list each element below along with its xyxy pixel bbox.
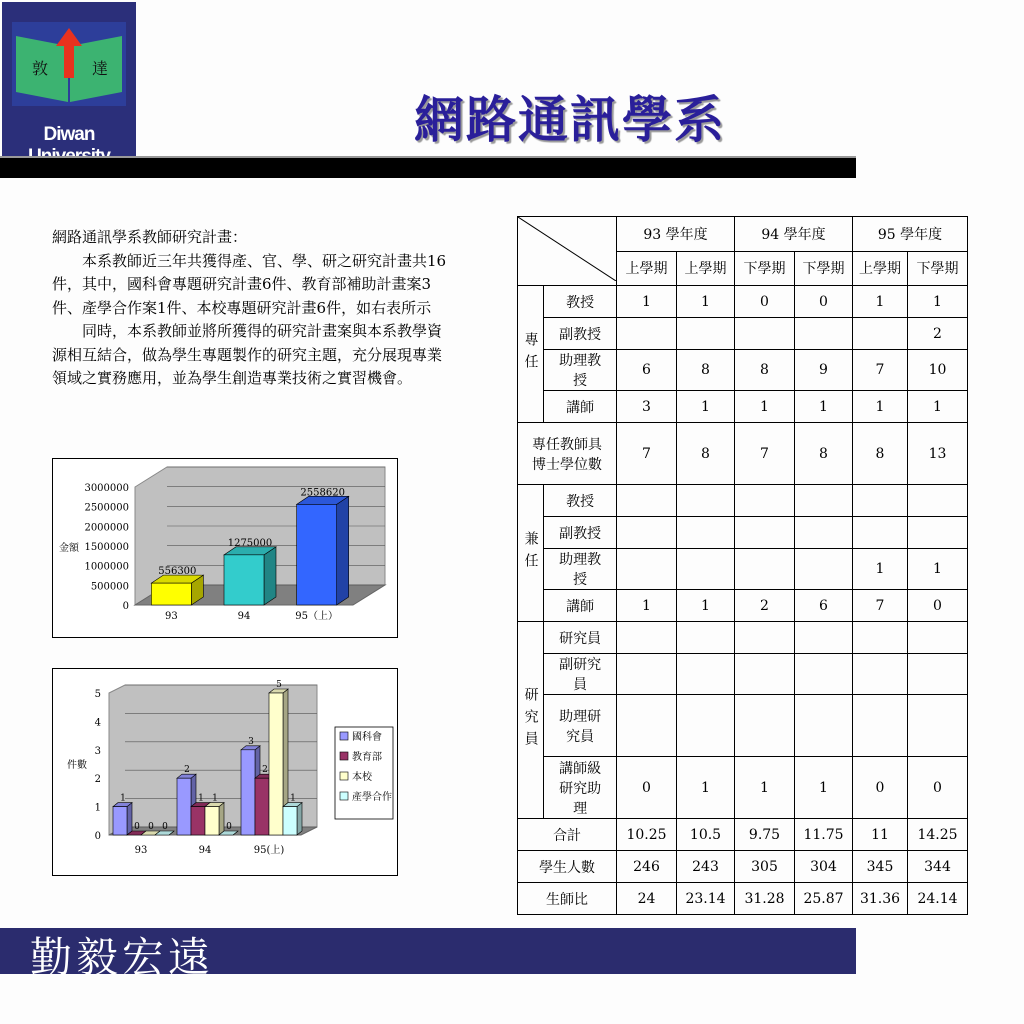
data-cell: 1 [795,757,853,819]
bar-教育部-94 [191,807,205,835]
data-label: 1 [198,793,204,804]
data-cell [908,485,968,517]
data-cell: 1 [853,549,908,590]
table-row [518,757,968,819]
logo-glyph-right: 達 [91,59,109,78]
data-cell [795,654,853,695]
year-header: 94 學年度 [735,217,853,252]
row-label: 專任教師具博士學位數 [518,423,617,485]
data-cell [908,654,968,695]
x-tick-label: 95（上） [295,611,339,622]
data-cell: 243 [677,851,735,883]
data-cell: 13 [908,423,968,485]
data-cell: 1 [853,286,908,318]
data-label: 0 [162,822,168,832]
legend-swatch-本校 [340,772,348,780]
data-cell: 10.5 [677,819,735,851]
motto: 勤毅宏遠 [30,933,215,982]
data-cell: 1 [677,757,735,819]
data-cell [677,549,735,590]
data-cell [677,622,735,654]
funding-chart [52,458,398,638]
bar-教育部-95(上) [255,778,269,835]
y-axis-label: 件數 [67,760,87,771]
data-cell: 24 [617,883,677,915]
data-cell: 6 [617,350,677,391]
row-label: 副教授 [544,517,617,549]
data-cell [853,318,908,350]
table-row [518,423,968,485]
data-cell: 8 [677,350,735,391]
data-cell: 6 [795,590,853,622]
row-label: 講師級研究助理 [544,757,617,819]
data-cell: 0 [908,590,968,622]
data-cell [735,549,795,590]
data-cell [677,654,735,695]
data-cell [617,485,677,517]
header-corner [518,217,617,286]
data-cell [853,485,908,517]
y-tick-label: 0 [94,831,101,842]
x-tick-label: 94 [237,611,251,622]
row-label: 副教授 [544,318,617,350]
table-row [518,695,968,757]
data-cell [735,517,795,549]
row-label: 副研究員 [544,654,617,695]
data-label: 2 [262,765,268,776]
data-cell: 1 [735,391,795,423]
y-tick-label: 4 [94,717,101,729]
data-cell [853,517,908,549]
data-cell: 1 [908,286,968,318]
bar-國科會-95(上) [241,750,255,835]
summary-label: 合計 [518,819,617,851]
data-cell: 31.28 [735,883,795,915]
row-label: 助理研究員 [544,695,617,757]
y-tick-label: 0 [122,601,129,612]
data-cell [617,517,677,549]
x-tick-label: 95(上) [253,845,285,856]
data-cell [735,485,795,517]
data-cell: 2 [735,590,795,622]
data-label: 1 [290,793,296,804]
data-cell: 1 [677,391,735,423]
legend-swatch-產學合作 [340,792,348,800]
legend-swatch-國科會 [340,732,348,740]
data-cell: 0 [795,286,853,318]
y-tick-label: 3 [94,745,101,757]
data-cell [853,622,908,654]
row-label: 講師 [544,590,617,622]
data-label: 0 [226,822,232,832]
data-cell: 1 [677,590,735,622]
data-cell [677,485,735,517]
data-cell: 8 [795,423,853,485]
data-cell [795,485,853,517]
row-label: 助理教授 [544,350,617,391]
term-header: 下學期 [735,251,795,286]
faculty-stats-table [517,216,968,915]
y-tick-label: 2500000 [84,502,129,514]
data-cell: 304 [795,851,853,883]
y-tick-label: 1500000 [84,542,129,553]
data-cell [677,318,735,350]
intro-heading: 網路通訊學系教師研究計畫： [52,228,248,246]
diagonal-line [518,217,616,281]
legend-label: 國科會 [352,732,382,743]
data-cell [908,517,968,549]
summary-label: 學生人數 [518,851,617,883]
bar-本校-94-side [219,803,224,835]
data-cell: 8 [735,350,795,391]
data-cell [908,695,968,757]
data-cell: 8 [853,423,908,485]
data-cell: 24.14 [908,883,968,915]
x-tick-label: 93 [134,845,148,856]
row-label: 助理教授 [544,549,617,590]
data-cell: 1 [735,757,795,819]
data-cell: 305 [735,851,795,883]
legend-swatch-教育部 [340,752,348,760]
data-cell: 10 [908,350,968,391]
row-label: 講師 [544,391,617,423]
y-tick-label: 2000000 [84,522,129,534]
y-tick-label: 1 [94,802,101,814]
term-header: 下學期 [795,251,853,286]
term-header: 上學期 [677,251,735,286]
data-cell: 0 [735,286,795,318]
data-cell [735,622,795,654]
data-cell: 1 [617,286,677,318]
bar-國科會-94 [177,778,191,835]
y-tick-label: 3000000 [84,483,129,494]
y-tick-label: 1000000 [84,561,129,573]
data-cell [735,654,795,695]
bar-產學合作-95(上)-side [297,803,302,835]
bar-國科會-93-side [127,803,132,835]
data-label: 2558620 [300,487,345,499]
data-cell: 7 [617,423,677,485]
data-cell [795,695,853,757]
page-title: 網路通訊學系 [414,90,726,149]
table-row [518,883,968,915]
group-label: 研究員 [518,622,544,819]
project-count-chart-svg [53,669,397,875]
table-row [518,549,968,590]
table-row [518,485,968,517]
term-header: 下學期 [908,251,968,286]
legend-label: 本校 [352,772,372,783]
year-header: 95 學年度 [853,217,968,252]
logo-emblem [12,22,126,106]
data-cell: 1 [908,391,968,423]
data-cell: 11.75 [795,819,853,851]
data-label: 1 [120,793,126,804]
data-label: 1 [212,793,218,804]
data-cell: 8 [677,423,735,485]
group-label: 兼任 [518,485,544,622]
data-cell [853,695,908,757]
bar-本校-95(上) [269,693,283,835]
bar-93 [151,583,191,605]
table-row [518,654,968,695]
table-row [518,590,968,622]
data-cell [677,695,735,757]
x-tick-label: 94 [198,845,212,856]
y-tick-label: 500000 [90,581,129,593]
data-label: 5 [276,680,282,690]
data-cell [908,622,968,654]
data-cell [617,695,677,757]
bar-94 [224,555,264,605]
legend-label: 產學合作 [352,792,392,803]
data-cell [795,549,853,590]
data-cell [617,318,677,350]
table-row [518,391,968,423]
data-cell: 7 [853,350,908,391]
data-cell [617,622,677,654]
data-label: 0 [148,822,154,832]
x-tick-label: 93 [164,611,178,622]
bar-產學合作-95(上) [283,807,297,835]
data-cell: 0 [908,757,968,819]
university-logo [2,2,136,172]
data-cell: 7 [735,423,795,485]
data-cell: 0 [617,757,677,819]
data-cell [735,695,795,757]
table-row [518,350,968,391]
data-cell: 31.36 [853,883,908,915]
data-label: 556300 [158,566,197,578]
bar-95（上）-side [337,496,349,605]
data-label: 3 [248,736,254,747]
term-header: 上學期 [617,251,677,286]
summary-label: 生師比 [518,883,617,915]
data-cell [735,318,795,350]
term-header: 上學期 [853,251,908,286]
logo-university-name: Diwan [43,124,95,145]
year-header: 93 學年度 [617,217,735,252]
project-count-chart [52,668,398,876]
row-label: 教授 [544,286,617,318]
data-cell [677,517,735,549]
data-cell [853,654,908,695]
data-cell: 7 [853,590,908,622]
y-tick-label: 2 [94,774,101,786]
data-cell: 10.25 [617,819,677,851]
intro-paragraph-1: 本系教師近三年共獲得產、官、學、研之研究計畫共16件，其中，國科會專題研究計畫6件、教育部補助計畫案3件、產學合作案1件、本校專題研究計畫6件，如右表所示 [52,251,447,317]
data-label: 2 [184,765,190,776]
data-cell [617,654,677,695]
y-tick-label: 5 [94,689,101,700]
data-cell: 1 [795,391,853,423]
legend-label: 教育部 [352,752,382,763]
table-row [518,318,968,350]
data-label: 1275000 [227,537,273,549]
table-row [518,517,968,549]
data-cell: 25.87 [795,883,853,915]
table-row [518,819,968,851]
group-label: 專任 [518,286,544,423]
intro-paragraph-2: 同時，本系教師並將所獲得的研究計畫案與本系教學資源相互結合，做為學生專題製作的研究主題，充分展現專業領域之實務應用，並為學生創造專業技術之實習機會。 [52,322,443,387]
data-cell: 14.25 [908,819,968,851]
intro-text [52,226,452,391]
data-cell [795,517,853,549]
data-label: 0 [134,822,140,832]
data-cell: 345 [853,851,908,883]
data-cell: 9.75 [735,819,795,851]
data-cell: 23.14 [677,883,735,915]
table-row [518,217,968,252]
row-label: 教授 [544,485,617,517]
data-cell [617,549,677,590]
table-row [518,851,968,883]
table-row [518,286,968,318]
y-axis-label: 金額 [59,543,79,554]
data-cell [795,622,853,654]
data-cell: 0 [853,757,908,819]
data-cell: 9 [795,350,853,391]
data-cell: 246 [617,851,677,883]
header-bar [0,158,856,178]
logo-glyph-left: 敦 [31,59,49,78]
data-cell: 3 [617,391,677,423]
data-cell: 1 [677,286,735,318]
row-label: 研究員 [544,622,617,654]
table-row [518,622,968,654]
data-cell: 344 [908,851,968,883]
data-cell: 1 [853,391,908,423]
funding-chart-svg [53,459,397,637]
bar-國科會-93 [113,807,127,835]
data-cell [795,318,853,350]
bar-94-side [264,547,276,605]
data-cell: 1 [617,590,677,622]
bar-95（上） [297,504,337,605]
data-cell: 2 [908,318,968,350]
data-cell: 11 [853,819,908,851]
data-cell: 1 [908,549,968,590]
bar-本校-94 [205,807,219,835]
